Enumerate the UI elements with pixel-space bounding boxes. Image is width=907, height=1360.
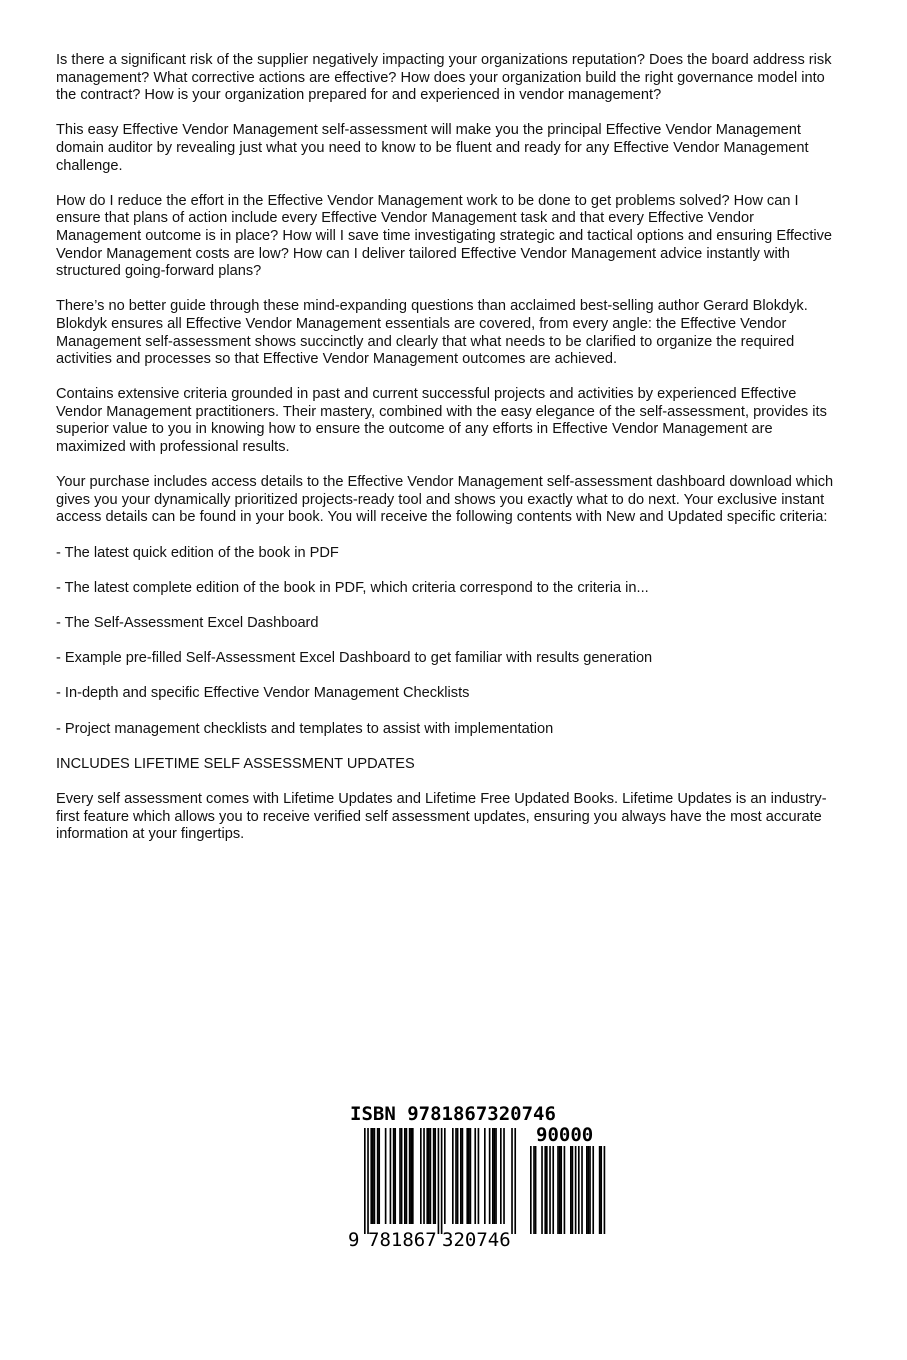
barcode-bar — [457, 1128, 459, 1224]
list-item: - Project management checklists and templates to assist with implementation — [56, 720, 554, 737]
barcode-bar — [428, 1128, 430, 1224]
barcode-addon-bar — [589, 1146, 591, 1234]
barcode-bar — [364, 1128, 366, 1234]
barcode-bar — [406, 1128, 408, 1224]
barcode-bar — [484, 1128, 486, 1224]
barcode-bar — [474, 1128, 476, 1224]
paragraph-purchase-details: Your purchase includes access details to the Effective Vendor Management self-assessment dashboard download which gives you your dynamically prioritized projects-ready tool and shows you exactly what to do next. Your exclusive instant access details can be found in your book. You will receive the following contents with New and Updated specific criteria: — [56, 474, 834, 526]
list-item: - The latest complete edition of the book in PDF, which criteria correspond to the criteria in... — [56, 579, 649, 596]
barcode-bar — [460, 1128, 462, 1224]
barcode-bar — [452, 1128, 454, 1224]
paragraph-author: There’s no better guide through these mind-expanding questions than acclaimed best-selling author Gerard Blokdyk. Blokdyk ensures all Effective Vendor Management essentials are covered, from every angle: the Effective Vendor Management self-assessment shows succinctly and clearly that what needs to be clarified to organize the required activities and processes so that Effective Vendor Management outcomes are achieved. — [56, 298, 808, 368]
barcode-addon-bar — [604, 1146, 606, 1234]
barcode-graphic — [340, 1100, 610, 1260]
barcode-addon-bar — [599, 1146, 601, 1234]
barcode-addon-bar — [544, 1146, 546, 1234]
ean13-bars — [364, 1128, 516, 1234]
barcode-addon-bar — [572, 1146, 574, 1234]
barcode-bar — [492, 1128, 494, 1224]
barcode-bar — [444, 1128, 446, 1224]
barcode-bar — [394, 1128, 396, 1224]
list-item: - In-depth and specific Effective Vendor Management Checklists — [56, 685, 470, 702]
barcode-addon-bar — [575, 1146, 577, 1234]
barcode-bar — [495, 1128, 497, 1224]
barcode-bar — [434, 1128, 436, 1224]
barcode-bar — [455, 1128, 457, 1224]
barcode-bar — [409, 1128, 411, 1224]
price-code-label: 90000 — [536, 1124, 594, 1146]
paragraph-self-assessment-pitch: This easy Effective Vendor Management self-assessment will make you the principal Effective Vendor Management domain auditor by revealing just what you need to know to be fluent and ready for any Effective Vendor Management challenge. — [56, 122, 809, 174]
paragraph-criteria: Contains extensive criteria grounded in past and current successful projects and activities by experienced Effective Vendor Management practitioners. Their mastery, combined with the easy elegance of the self-assessment, provides its superior value to you in knowing how to ensure the outcome of any efforts in Effective Vendor Management are maximized with professional results. — [56, 386, 827, 456]
barcode-bar — [500, 1128, 502, 1224]
barcode-addon-bar — [530, 1146, 532, 1234]
barcode-bar — [385, 1128, 387, 1224]
barcode-addon-bar — [560, 1146, 562, 1234]
isbn-label: ISBN 9781867320746 — [350, 1103, 556, 1125]
paragraph-intro-questions: Is there a significant risk of the supplier negatively impacting your organizations reputation? Does the board address risk management? What corrective actions are effective? How does your organization build the right governance model into the contract? How is your organization prepared for and experienced in vendor management? — [56, 52, 832, 104]
barcode-bar — [423, 1128, 425, 1224]
list-item: - Example pre-filled Self-Assessment Excel Dashboard to get familiar with results generation — [56, 650, 653, 667]
barcode-bar — [441, 1128, 443, 1234]
barcode-bar — [372, 1128, 374, 1224]
barcode-bar — [503, 1128, 505, 1224]
barcode-addon-bar — [533, 1146, 535, 1234]
barcode-bar — [401, 1128, 403, 1224]
barcode-bar — [430, 1128, 432, 1224]
barcode-addon-bar — [546, 1146, 548, 1234]
price-addon-bars — [530, 1146, 605, 1234]
barcode-addon-bar — [600, 1146, 602, 1234]
barcode-bar — [478, 1128, 480, 1224]
isbn-barcode — [340, 1100, 610, 1260]
barcode-bar — [462, 1128, 464, 1224]
barcode-bar — [514, 1128, 516, 1234]
barcode-bar — [377, 1128, 379, 1224]
barcode-addon-bar — [557, 1146, 559, 1234]
barcode-bar — [378, 1128, 380, 1224]
barcode-bar — [367, 1128, 369, 1234]
barcode-bar — [390, 1128, 392, 1224]
barcode-addon-bar — [592, 1146, 594, 1234]
barcode-first-digit: 9 — [348, 1229, 360, 1251]
barcode-bar — [399, 1128, 401, 1224]
barcode-bar — [404, 1128, 406, 1224]
barcode-bar — [489, 1128, 491, 1224]
barcode-bar — [438, 1128, 440, 1234]
barcode-bar — [412, 1128, 414, 1224]
barcode-addon-bar — [588, 1146, 590, 1234]
barcode-addon-bar — [564, 1146, 566, 1234]
barcode-addon-bar — [578, 1146, 580, 1234]
barcode-bar — [410, 1128, 412, 1224]
barcode-bar — [466, 1128, 468, 1224]
barcode-bar — [470, 1128, 472, 1224]
barcode-bar — [420, 1128, 422, 1224]
barcode-addon-bar — [581, 1146, 583, 1234]
barcode-bar — [374, 1128, 376, 1224]
back-cover-text — [56, 52, 836, 861]
barcode-bar — [433, 1128, 435, 1224]
list-item: - The latest quick edition of the book in PDF — [56, 544, 339, 561]
barcode-bar — [511, 1128, 513, 1234]
barcode-addon-bar — [541, 1146, 543, 1234]
paragraph-lifetime-updates: Every self assessment comes with Lifetime Updates and Lifetime Free Updated Books. Lifetime Updates is an industry-first feature which allows you to receive verified self assessment updates, ensuring you always have the most accurate information at your fingertips. — [56, 790, 827, 843]
barcode-left-digits: 781867 — [368, 1229, 437, 1251]
barcode-addon-bar — [549, 1146, 551, 1234]
barcode-right-digits: 320746 — [442, 1229, 511, 1251]
barcode-bar — [393, 1128, 395, 1224]
barcode-bar — [494, 1128, 496, 1224]
barcode-bar — [426, 1128, 428, 1224]
barcode-bar — [468, 1128, 470, 1224]
paragraph-how-questions: How do I reduce the effort in the Effective Vendor Management work to be done to get problems solved? How can I ensure that plans of action include every Effective Vendor Management task and that every Effective Vendor Management outcome is in place? How will I save time investigating strategic and tactical options and ensuring Effective Vendor Management costs are low? How can I deliver tailored Effective Vendor Management advice instantly with structured going-forward plans? — [56, 192, 833, 280]
barcode-bar — [370, 1128, 372, 1224]
barcode-addon-bar — [570, 1146, 572, 1234]
barcode-addon-bar — [586, 1146, 588, 1234]
barcode-addon-bar — [552, 1146, 554, 1234]
updates-heading: INCLUDES LIFETIME SELF ASSESSMENT UPDATES — [56, 755, 415, 772]
barcode-addon-bar — [535, 1146, 537, 1234]
list-item: - The Self-Assessment Excel Dashboard — [56, 615, 319, 631]
barcode-addon-bar — [559, 1146, 561, 1234]
